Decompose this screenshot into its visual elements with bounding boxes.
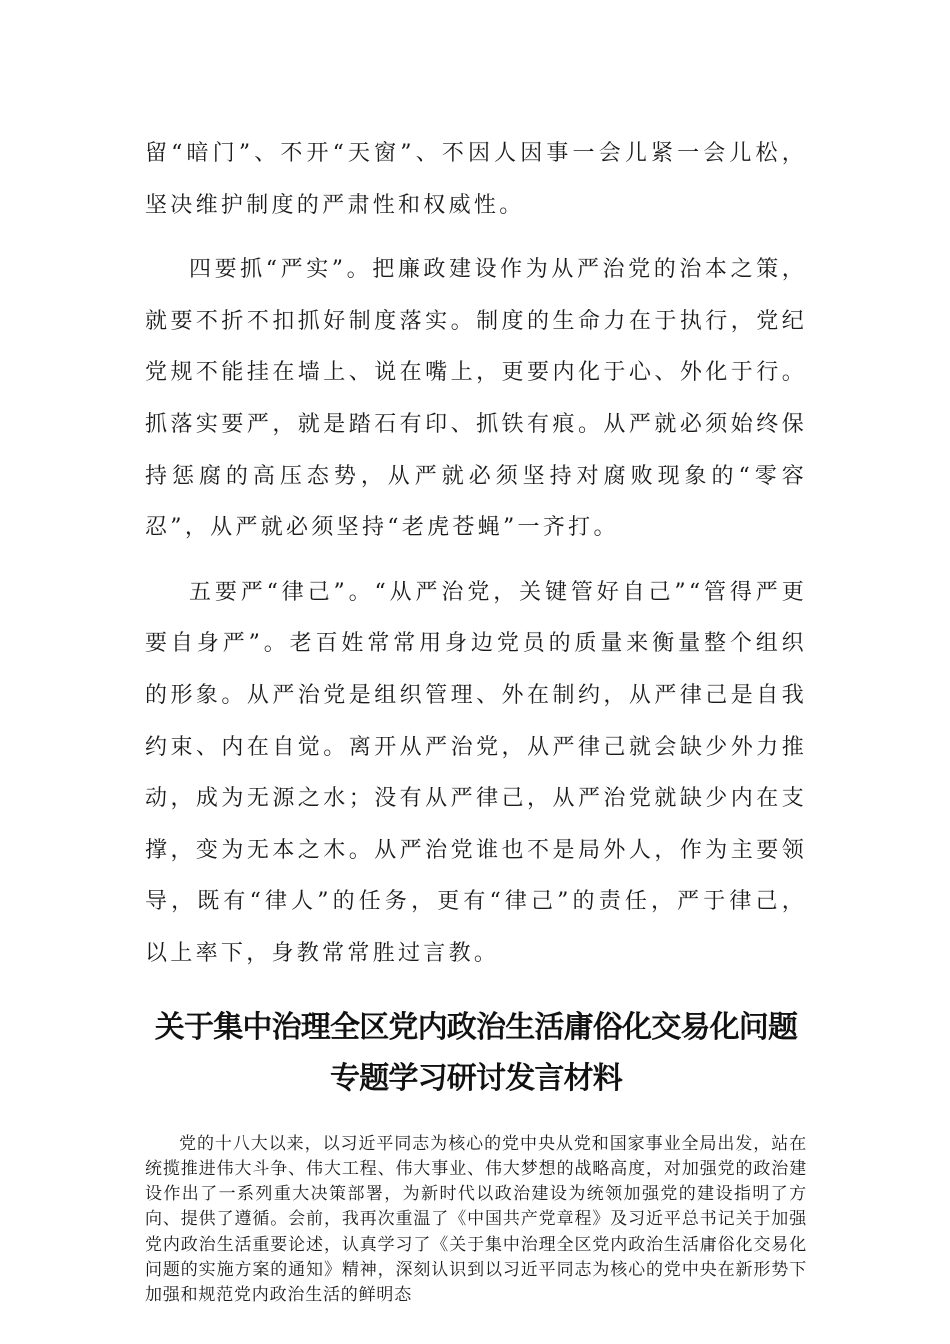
body-paragraph: 党的十八大以来，以习近平同志为核心的党中央从党和国家事业全局出发，站在统揽推进伟大斗争、伟大工程、伟大事业、伟大梦想的战略高度，对加强党的政治建设作出了一系列重大决策部署，为新时代以政治建设为统领加强党的建设指明了方向、提供了遵循。会前，我再次重温了《中国共产党章程》及习近平总书记关于加强党内政治生活重要论述，认真学习了《关于集中治理全区党内政治生活庸俗化交易化问题的实施方案的通知》精神，深刻认识到以习近平同志为核心的党中央在新形势下加强和规范党内政治生活的鲜明态 — [145, 1133, 807, 1306]
paragraph-point-five: 五要严“律己”。“从严治党，关键管好自己”“管得严更要自身严”。老百姓常常用身边党员的质量来衡量整个组织的形象。从严治党是组织管理、外在制约，从严律己是自我约束、内在自觉。离开从严治党，从严律己就会缺少外力推动，成为无源之水；没有从严律己，从严治党就缺少内在支撑，变为无本之木。从严治党谁也不是局外人，作为主要领导，既有“律人”的任务，更有“律己”的责任，严于律己，以上率下，身教常常胜过言教。 — [145, 579, 807, 966]
paragraph-continued: 留“暗门”、不开“天窗”、不因人因事一会儿紧一会儿松，坚决维护制度的严肃性和权威性。 — [145, 141, 807, 218]
document-heading: 关于集中治理全区党内政治生活庸俗化交易化问题专题学习研讨发言材料 — [154, 1009, 798, 1096]
document-page — [145, 128, 807, 1309]
paragraph-point-four: 四要抓“严实”。把廉政建设作为从严治党的治本之策，就要不折不扣抓好制度落实。制度的生命力在于执行，党纪党规不能挂在墙上、说在嘴上，更要内化于心、外化于行。抓落实要严，就是踏石有印、抓铁有痕。从严就必须始终保持惩腐的高压态势，从严就必须坚持对腐败现象的“零容忍”，从严就必须坚持“老虎苍蝇”一齐打。 — [145, 257, 807, 541]
